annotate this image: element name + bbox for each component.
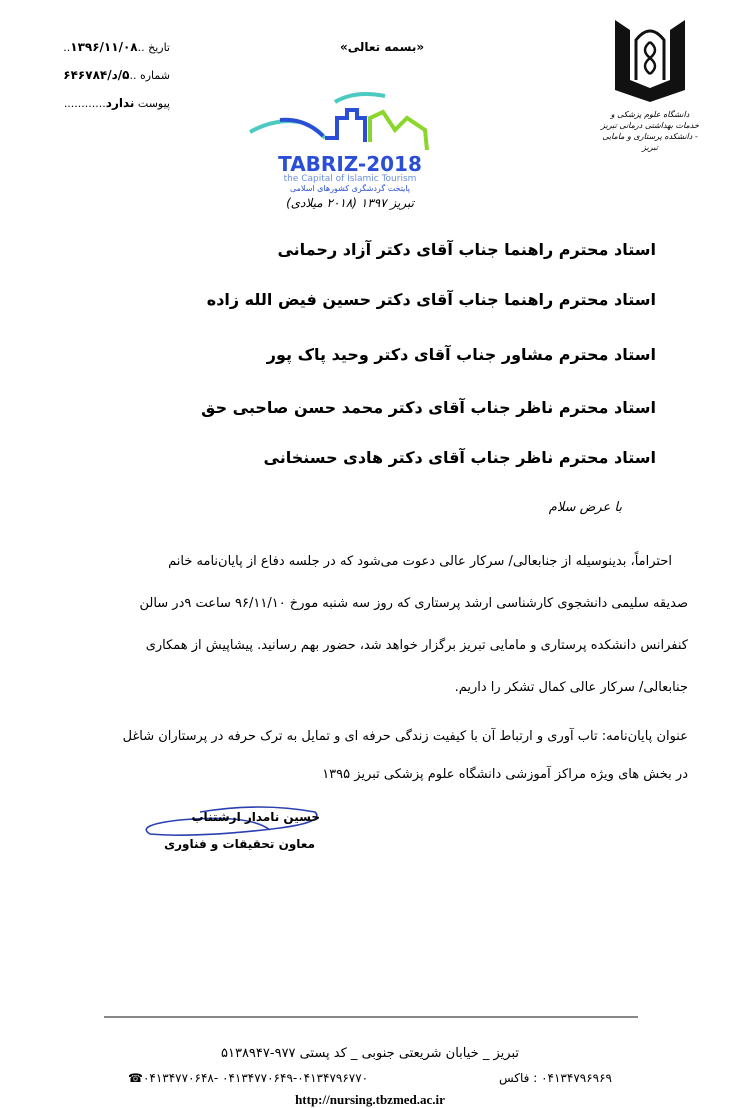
recipient-line: استاد محترم ناظر جناب آقای دکتر محمد حسن صاحبی حق [201,398,656,417]
body-line: کنفرانس دانشکده پرستاری و مامایی تبریز برگزار خواهد شد، حضور بهم رسانید. پیشاپیش از همکاری [145,638,688,653]
date-value: ۱۳۹۶/۱۱/۰۸ [70,40,138,54]
signatory-name: حسین نامدار ارشتناب [191,810,320,824]
university-logo [600,10,700,150]
recipient-line: استاد محترم راهنما جناب آقای دکتر آزاد رحمانی [277,240,656,259]
thesis-title-line: عنوان پایان‌نامه: تاب آوری و ارتباط آن با کیفیت زندگی حرفه ای و تمایل به ترک حرفه در پرستاران شاغل [122,729,688,744]
body-line: صدیقه سلیمی دانشجوی کارشناسی ارشد پرستاری که روز سه شنبه مورخ ۹۶/۱۱/۱۰ ساعت ۹در سالن [139,596,688,611]
number-field: شماره ..۵/د/۶۴۶۷۸۴ [63,68,170,82]
fax-label: : فاکس [499,1071,538,1085]
date-field: تاریخ ..۱۳۹۶/۱۱/۰۸.. [63,40,170,54]
fax-number: ۰۴۱۳۴۷۹۶۹۶۹ [541,1071,612,1085]
recipient-line: استاد محترم راهنما جناب آقای دکتر حسین فیض الله زاده [206,290,656,309]
tabriz-skyline-icon [245,90,455,150]
phone-numbers: ۰۴۱۳۴۷۷۰۶۴۸- ۰۴۱۳۴۷۷۰۶۴۹-۰۴۱۳۴۷۹۶۷۷۰ [142,1071,369,1085]
body-line [48,554,688,569]
date-label: تاریخ [148,41,170,54]
tabriz-logo-subtitle-fa: پایتخت گردشگری کشورهای اسلامی [289,184,411,193]
footer-divider [104,1016,638,1018]
phone-icon: ☎ [128,1071,143,1085]
greeting: با عرض سلام [548,500,622,515]
attachment-value: ندارد [105,96,135,110]
number-value: ۵/د/۶۴۶۷۸۴ [63,68,130,82]
number-label: شماره [139,69,170,82]
tabriz-logo-title: TABRIZ-2018 [278,152,422,176]
university-emblem-icon [600,10,700,105]
signatory-title: معاون تحقیقات و فناوری [164,837,315,851]
tabriz-logo-caption: تبریز ۱۳۹۷ (۲۰۱۸ میلادی) [286,196,414,210]
attachment-field: پیوست ندارد............ [63,96,170,110]
footer-fax [499,1071,612,1085]
invocation: «بسمه تعالی» [340,40,425,54]
recipient-line: استاد محترم ناظر جناب آقای دکتر هادی حسنخانی [263,448,656,467]
attachment-label: پیوست [137,97,170,110]
university-logo-text: دانشگاه علوم پزشکی و خدمات بهداشتی درمانی تبریز - دانشکده پرستاری و مامایی تبریز [601,110,699,152]
footer-address: تبریز _ خیابان شریعتی جنوبی _ کد پستی ۹۷۷-۵۱۳۸۹۴۷ [221,1046,519,1061]
tabriz-2018-logo [245,90,455,215]
body-line-text: احتراماً، بدینوسیله از جنابعالی/ سرکار عالی دعوت می‌شود که در جلسه دفاع از پایان‌نامه خانم [168,554,672,569]
body-line: جنابعالی/ سرکار عالی کمال تشکر را داریم. [454,680,688,695]
thesis-title-line: در بخش های ویژه مراکز آموزشی دانشگاه علوم پزشکی تبریز ۱۳۹۵ [322,767,688,782]
footer-website[interactable]: http://nursing.tbzmed.ac.ir [295,1092,445,1107]
footer-phones [128,1071,368,1085]
recipient-line: استاد محترم مشاور جناب آقای دکتر وحید پاک پور [266,345,656,364]
tabriz-logo-subtitle: the Capital of Islamic Tourism [283,174,417,184]
